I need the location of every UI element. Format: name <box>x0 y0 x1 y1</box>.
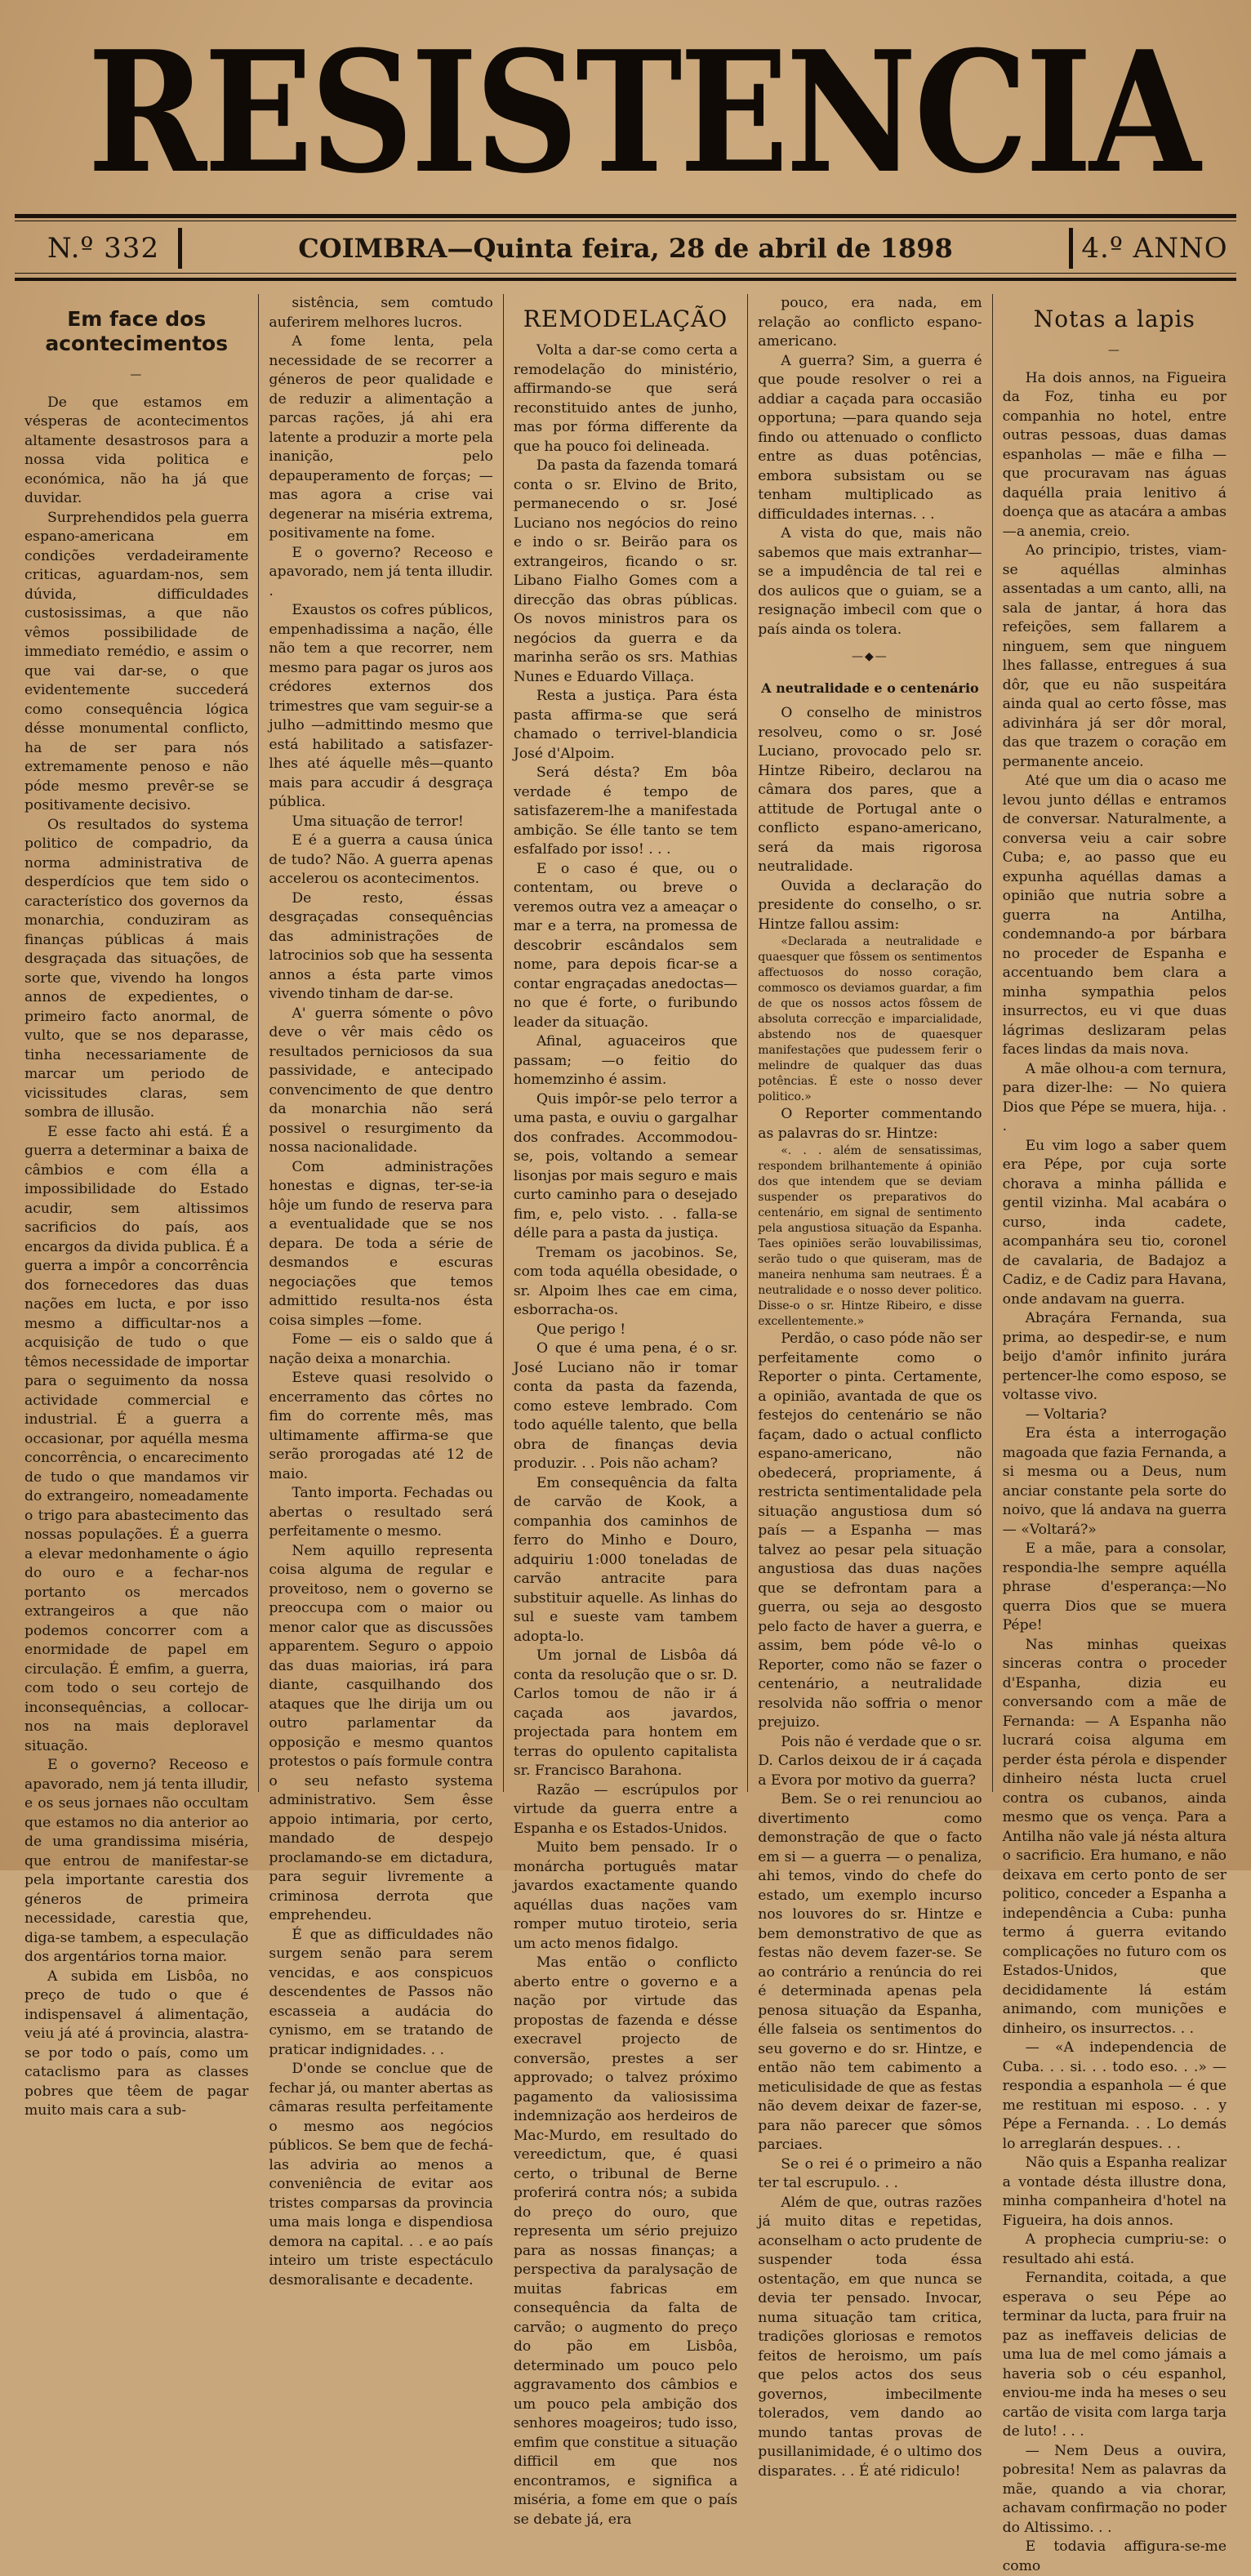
issue-number: N.º 332 <box>15 232 178 265</box>
article-paragraph: Ao principio, tristes, viam-se aquéllas alminhas assentadas a um canto, alli, na sala de jantar, á hora das refeições, sem fallarem a ninguem, sem que ninguem lhes fallasse, entregues á sua dôr, que eu não suspeitára ainda qual ao certo fôsse, mas adivinhára já ser dôr moral, das que trazem o coração em permanente anceio. <box>1003 541 1227 772</box>
article-paragraph: De que estamos em vésperas de acontecimentos altamente desastrosos para a nossa vida politica e económica, não ha já que duvidar. <box>24 394 248 509</box>
article-heading: Em face dos acontecimentos <box>24 307 248 356</box>
article-paragraph: A mãe olhou-a com ternura, para dizer-lhe: — No quiera Dios que Pépe se muera, hija. . . <box>1003 1060 1227 1137</box>
article-paragraph: E esse facto ahi está. É a guerra a determinar a baixa de câmbios e com élla a impossibilidade do Estado acudir, sem altissimos sacrificios do país, aos encargos da divida publica. É a guerra a impôr a concorrência dos fornecedores das duas nações em lucta, e por isso mesmo a difficultar-nos a acquisição de tudo o que têmos necessidade de importar para o seguimento da nossa actividade commercial e industrial. É a guerra a occasionar, por aquélla mesma concorrência, o encarecimento de tudo o que mandamos vir do extrangeiro, nomeadamente o trigo para abastecimento das nossas populações. É a guerra a elevar medonhamente o ágio do ouro e a fechar-nos portanto os mercados extrangeiros a que não podemos concorrer com a enormidade de papel em circulação. É emfim, a guerra, com todo o seu cortejo de inconsequências, a collocar-nos na mais deploravel situação. <box>24 1123 248 1757</box>
column-5 <box>992 294 1236 1792</box>
article-paragraph: Além de que, outras razões já muito ditas e repetidas, aconselham o acto prudente de suspender toda éssa ostentação, em que nunca se devia ter pensado. Invocar, numa situação tam critica, tradições gloriosas e remotos feitos de heroismo, um país que pelos actos dos seus governos, imbecilmente tolerados, vem dando ao mundo tantas provas de pusillanimidade, é o ultimo dos disparates. . . É até ridiculo! <box>758 2194 982 2482</box>
article-paragraph: O que é uma pena, é o sr. José Luciano não ir tomar conta da pasta da fazenda, como esteve lembrado. Com todo aquélle talento, que bella obra de finanças devia produzir. . . Pois não acham? <box>514 1339 737 1474</box>
article-paragraph: Volta a dar-se como certa a remodelação do ministério, affirmando-se que será reconstituido antes de junho, mas por fórma differente da que ha pouco foi delineada. <box>514 341 737 457</box>
article-paragraph: Exaustos os cofres públicos, empenhadissima a nação, élle não tem a que recorrer, nem mesmo para pagar os juros aos crédores externos dos trimestres que vam seguir-se a julho —admittindo mesmo que está habilitado a satisfazer-lhes até áquelle mês—quanto mais para accudir á desgraça pública. <box>269 601 492 813</box>
article-paragraph: D'onde se conclue que de fechar já, ou manter abertas as câmaras resulta perfeitamente o mesmo aos negócios públicos. Se bem que de fechá-las adviria ao menos a conveniência de evitar aos tristes comparsas da provincia uma mais longa e dispendiosa demora na capital. . . e ao país inteiro um triste espectáculo desmoralisante e decadente. <box>269 2060 492 2290</box>
article-paragraph: E o governo? Receoso e apavorado, nem já tenta illudir, e os seus jornaes não occultam que estamos no dia anterior ao de uma grandissima miséria, que entrou de manifestar-se pela importante carestia dos géneros de primeira necessidade, carestia que, diga-se tambem, a especulação dos argentários torna maior. <box>24 1756 248 1968</box>
article-paragraph: Uma situação de terror! <box>269 813 492 832</box>
article-paragraph: Que perigo ! <box>514 1321 737 1340</box>
article-paragraph: Razão — escrúpulos por virtude da guerra entre a Espanha e os Estados-Unidos. <box>514 1781 737 1839</box>
article-paragraph: Surprehendidos pela guerra espano-americana em condições verdadeiramente criticas, aguardam-nos, sem dúvida, difficuldades custosissimas, a que não vêmos possibilidade de immediato remédio, e assim o que vai dar-se, o que evidentemente succederá como consequência lógica désse monumental conflicto, ha de ser para nós extremamente penoso e não póde mesmo prevêr-se se positivamente decisivo. <box>24 509 248 816</box>
article-paragraph: Não quis a Espanha realizar a vontade désta illustre dona, minha companheira d'hotel na Figueira, ha dois annos. <box>1003 2154 1227 2231</box>
year-label: 4.º ANNO <box>1073 232 1236 265</box>
column-2 <box>258 294 502 1792</box>
masthead-rule <box>15 214 1236 218</box>
article-paragraph: sistência, sem comtudo auferirem melhores lucros. <box>269 294 492 332</box>
article-paragraph: Tremam os jacobinos. Se, com toda aquélla obesidade, o sr. Alpoim lhes cae em cima, esborracha-os. <box>514 1244 737 1321</box>
column-4 <box>747 294 991 1792</box>
article-paragraph: — Nem Deus a ouvira, pobresita! Nem as palavras da mãe, quando a via chorar, achavam confirmação no poder do Altissimo. . . <box>1003 2442 1227 2538</box>
article-body <box>24 394 248 2121</box>
article-paragraph: A guerra? Sim, a guerra é que poude resolver o rei a addiar a caçada para occasião opportuna; —para quando seja findo ou attenuado o conflicto entre as duas potências, embora subsistam ou se tenham multiplicado as difficuldades internas. . . <box>758 352 982 525</box>
article-paragraph: Esteve quasi resolvido o encerramento das côrtes no fim do corrente mês, mas ultimamente affirma-se que serão prorogadas até 12 de maio. <box>269 1369 492 1484</box>
article-paragraph: Com administrações honestas e dignas, ter-se-ia hôje um fundo de reserva para a eventualidade que se nos depara. De toda a série de desmandos e escuras negociações que temos admittido resulta-nos ésta coisa simples —fome. <box>269 1158 492 1331</box>
article-body <box>758 704 982 934</box>
article-paragraph: Eu vim logo a saber quem era Pépe, por cuja sorte chorava a minha pállida e gentil vizinha. Mal acabára o curso, inda cadete, acompanhára seu tio, coronel de cavalaria, de Badajoz a Cadiz, e de Cadiz para Havana, onde andavam na guerra. <box>1003 1137 1227 1310</box>
article-paragraph: A vista do que, mais não sabemos que mais extranhar—se a impudência de tal rei e dos aulicos que o guiam, se a resignação imbecil com que o país ainda os tolera. <box>758 524 982 640</box>
columns <box>15 294 1236 1792</box>
article-paragraph: Um jornal de Lisbôa dá conta da resolução que o sr. D. Carlos tomou de não ir á caçada aos javardos, projectada para hontem em terras do opulento capitalista sr. Francisco Barahona. <box>514 1647 737 1781</box>
article-body <box>758 1330 982 2481</box>
article-paragraph: Ha dois annos, na Figueira da Foz, tinha eu por companhia no hotel, entre outras pessoas, duas damas espanholas — mãe e filha — que procuravam nas águas daquélla praia lenitivo á doença que as atacára a ambas—a anemia, creio. <box>1003 369 1227 542</box>
article-paragraph: Afinal, aguaceiros que passam; —o feitio do homemzinho é assim. <box>514 1032 737 1090</box>
article-body <box>514 341 737 2529</box>
article-paragraph: De resto, éssas desgraçadas consequências das administrações de latrocinios sob que ha sessenta annos a ésta parte vimos vivendo tinham de dar-se. <box>269 889 492 1005</box>
article-paragraph: O Reporter commentando as palavras do sr. Hintze: <box>758 1105 982 1143</box>
article-paragraph: A prophecia cumpriu-se: o resultado ahi está. <box>1003 2231 1227 2269</box>
article-paragraph: É que as difficuldades não surgem senão para serem vencidas, e aos conspicuos descendentes de Passos não escasseia a audácia do cynismo, em se tratando de praticar indignidades. . . <box>269 1926 492 2061</box>
article-paragraph: Mas então o conflicto aberto entre o governo e a nação por virtude das propostas de fazenda e désse execravel projecto de conversão, prestes a ser approvado; o talvez próximo pagamento da valiosissima indemnização aos herdeiros de Mac-Murdo, em resultado do vereedictum, que, é quasi certo, o tribunal de Berne proferirá contra nós; a subida do preço do ouro, que representa um sério prejuizo para as nossas finanças; a perspectiva da paralysação de muitas fabricas em consequência da falta de carvão; o augmento do preço do pão em Lisbôa, determinado um pouco pelo aggravamento dos câmbios e um pouco pela ambição dos senhores moageiros; tudo isso, emfim que constitue a situação difficil em que nos encontramos, e significa a miséria, a fome em que o país se debate já, era <box>514 1954 737 2529</box>
ornament: — <box>1003 341 1227 361</box>
ornament: — <box>24 366 248 386</box>
article-paragraph: Quis impôr-se pelo terror a uma pasta, e ouviu o gargalhar dos confrades. Accommodou-se, pois, voltando a semear lisonjas por mais seguro e mais curto caminho para o desejado fim, e, pelo visto. . . falla-se délle para a pasta da justiça. <box>514 1090 737 1244</box>
ornament: —◆— <box>758 648 982 667</box>
article-heading: Notas a lapis <box>1003 307 1227 332</box>
newspaper-title: RESISTENCIA <box>87 23 1164 203</box>
article-paragraph: O conselho de ministros resolveu, como o sr. José Luciano, provocado pelo sr. Hintze Ribeiro, declarou na câmara dos pares, que a attitude de Portugal ante o conflicto espano-americano, será da mais rigorosa neutralidade. <box>758 704 982 877</box>
article-paragraph: Bem. Se o rei renunciou ao divertimento como demonstração de que o facto em si — a guerra — o penaliza, ahi temos, vindo do chefe do estado, um exemplo incurso nos louvores do sr. Hintze e bem demonstrativo de que as festas não devem fazer-se. Se ao contrário a renúncia do rei é determinada apenas pela penosa situação da Espanha, élle falseia os sentimentos do seu governo e do sr. Hintze, e então não tem cabimento a meticulisidade de que as festas não devem deixar de fazer-se, para não parecer que sômos parciaes. <box>758 1790 982 2155</box>
article-paragraph: Será désta? Em bôa verdade é tempo de satisfazerem-lhe a manifestada ambição. Se élle tanto se tem esfalfado por isso! . . . <box>514 764 737 860</box>
dateline-bar <box>15 224 1236 273</box>
article-paragraph: Até que um dia o acaso me levou junto déllas e entramos de conversar. Naturalmente, a conversa veiu a cair sobre Cuba; e, ao passo que eu expunha aquéllas damas a opinião que nutria sobre a guerra na Antilha, condemnando-a por bárbara no proceder de Espanha e accentuando bem clara a minha sympathia pelos insurrectos, eu vi que duas lágrimas deslizaram pelas faces lindas da mais nova. <box>1003 772 1227 1060</box>
article-paragraph: Fernandita, coitada, a que esperava o seu Pépe ao terminar da lucta, para fruir na paz as ineffaveis delicias de uma lua de mel como jámais a haveria sob o céu espanhol, enviou-me inda ha meses o seu cartão de visita com larga tarja de luto! . . . <box>1003 2269 1227 2442</box>
article-paragraph: A subida em Lisbôa, no preço de tudo o que é indispensavel á alimentação, veiu já até á provincia, alastra-se por todo o país, como um cataclismo para as classes pobres que têem de pagar muito mais cara a sub- <box>24 1968 248 2121</box>
article-paragraph: E a mãe, para a consolar, respondia-lhe sempre aquélla phrase d'esperança:—No querra Dios que se muera Pépe! <box>1003 1540 1227 1636</box>
article-paragraph: E é a guerra a causa única de tudo? Não. A guerra apenas accelerou os acontecimentos. <box>269 831 492 889</box>
article-paragraph: Em consequência da falta de carvão de Kook, a companhia dos caminhos de ferro do Minho e Douro, adquiriu 1:000 toneladas de carvão antracite para substituir aquelle. As linhas do sul e sueste vam tambem adopta-lo. <box>514 1474 737 1647</box>
article-heading: REMODELAÇÃO <box>514 307 737 332</box>
article-paragraph: — «A independencia de Cuba. . . si. . . todo eso. . .» — respondia a espanhola — é que me restituan mi esposo. . . y Pépe a Fernanda. . . Lo demás lo arreglarán despues. . . <box>1003 2039 1227 2154</box>
article-paragraph: Abraçára Fernanda, sua prima, ao despedir-se, e num beijo d'amôr infinito jurára pertencer-lhe como esposo, se voltasse vivo. <box>1003 1309 1227 1406</box>
article-paragraph: Da pasta da fazenda tomará conta o sr. Elvino de Brito, permanecendo o sr. José Luciano nos negócios do reino e indo o sr. Beirão para os extrangeiros, ficando o sr. Libano Fialho Gomes com a direcção das obras públicas. Os novos ministros para os negócios da guerra e da marinha serão os srs. Mathias Nunes e Eduardo Villaça. <box>514 457 737 687</box>
column-3 <box>503 294 747 1792</box>
article-paragraph: Fome — eis o saldo que á nação deixa a monarchia. <box>269 1330 492 1369</box>
article-paragraph: E o governo? Receoso e apavorado, nem já tenta illudir. . <box>269 544 492 602</box>
article-paragraph: Os resultados do systema politico de compadrio, da norma administrativa de desperdícios que tem sido o característico dos governos da monarchia, conduziram as finanças públicas á mais desgraçada das situações, de sorte que, vivendo ha longos annos de expedientes, o primeiro facto anormal, de vulto, que se nos deparasse, tinha necessariamente de marcar um periodo de vicissitudes claras, sem sombra de illusão. <box>24 816 248 1123</box>
article-paragraph: — Voltaria? <box>1003 1406 1227 1425</box>
article-paragraph: Se o rei é o primeiro a não ter tal escrupulo. . . <box>758 2155 982 2194</box>
dateline-rule <box>15 278 1236 281</box>
article-paragraph: Tanto importa. Fechadas ou abertas o resultado será perfeitamente o mesmo. <box>269 1484 492 1542</box>
article-paragraph: E todavia affigura-se-me como <box>1003 2538 1227 2576</box>
dateline-rule <box>15 273 1236 274</box>
article-paragraph: Ouvida a declaração do presidente do conselho, o sr. Hintze fallou assim: <box>758 877 982 935</box>
column-1 <box>15 294 258 1792</box>
quote-block: «. . . além de sensatissimas, respondem brilhantemente á opinião dos que intendem que se deviam suspender os preparativos do centenário, em signal de sentimento pela angustiosa situação da Espanha. Taes opiniões serão louvabilissimas, serão tudo o que quiseram, mas de maneira nenhuma sam neutraes. É a neutralidade e o nosso dever politico. Disse-o o sr. Hintze Ribeiro, e disse excellentemente.» <box>758 1143 982 1330</box>
article-paragraph: E o caso é que, ou o contentam, ou breve o veremos outra vez a ameaçar o mar e a terra, na promessa de descobrir escândalos sem nome, para depois ficar-se a contar engraçadas anedoctas—no que é forte, o furibundo leader da situação. <box>514 860 737 1033</box>
dateline: COIMBRA—Quinta feira, 28 de abril de 1898 <box>182 233 1069 264</box>
article-paragraph: A' guerra sómente o pôvo deve o vêr mais cêdo os resultados perniciosos da sua passividade, e antecipado convencimento de que dentro da monarchia não será possivel o resurgimento da nossa nacionalidade. <box>269 1005 492 1158</box>
article-paragraph: Nem aquillo representa coisa alguma de regular e proveitoso, nem o governo se preoccupa com o maior ou menor calor que as discussões apparentem. Seguro o appoio das duas maiorias, irá para diante, casquilhando dos ataques que lhe dirija um ou outro parlamentar da opposição e mesmo quantos protestos o país formule contra o seu nefasto systema administrativo. Sem êsse appoio intimaria, por certo, mandado de despejo proclamando-se em dictadura, para seguir livremente a criminosa derrota que emprehendeu. <box>269 1542 492 1926</box>
article-paragraph: Perdão, o caso póde não ser perfeitamente como o Reporter o pinta. Certamente, a opinião, avantada de que os festejos do centenário se não façam, dado o actual conflicto espano-americano, não obedecerá, propriamente, á restricta sentimentalidade pela situação angustiosa dum só país — a Espanha — mas talvez ao pesar pela situação angustiosa das duas nações que se defrontam para a guerra, ou seja ao desgosto pelo facto de haver a guerra, e assim, bem póde vê-lo o Reporter, como não se fazer o centenário, a neutralidade resolvida não soffria o menor prejuizo. <box>758 1330 982 1733</box>
article-paragraph: pouco, era nada, em relação ao conflicto espano-americano. <box>758 294 982 352</box>
article-paragraph: Nas minhas queixas sinceras contra o proceder d'Espanha, dizia eu conversando com a mãe de Fernanda: — A Espanha não lucrará coisa alguma em perder ésta pérola e dispender dinheiro nésta lucta cruel contra os cubanos, ainda mesmo que os vença. Para a Antilha não vale já nésta altura o sacrificio. Era humano, e não deixava em certo ponto de ser politico, conceder a Espanha a independência a Cuba: punha termo á guerra evitando complicações no futuro com os Estados-Unidos, que decididamente lá estám animando, com munições e dinheiro, os insurrectos. . . <box>1003 1636 1227 2039</box>
article-body <box>758 294 982 640</box>
quote-block: «Declarada a neutralidade e quaesquer que fôssem os sentimentos affectuosos do nosso coração, commosco os deviamos guardar, a fim de que os nossos actos fôssem de absoluta correcção e imparcialidade, abstendo nos de quaesquer manifestações que pudessem ferir o melindre de qualquer das duas potências. É este o nosso dever politico.» <box>758 934 982 1105</box>
article-paragraph: Pois não é verdade que o sr. D. Carlos deixou de ir á caçada a Evora por motivo da guerra? <box>758 1733 982 1791</box>
article-body <box>269 294 492 2290</box>
masthead <box>0 23 1251 203</box>
article-paragraph: Resta a justiça. Para ésta pasta affirma-se que será chamado o terrivel-blandicia José d'Alpoim. <box>514 687 737 764</box>
article-subheading: A neutralidade e o centenário <box>758 679 982 698</box>
article-paragraph: Muito bem pensado. Ir o monárcha português matar javardos exactamente quando aquéllas duas nações vam romper mutuo tiroteio, seria um acto menos fidalgo. <box>514 1838 737 1954</box>
article-paragraph: Era ésta a interrogação magoada que fazia Fernanda, a si mesma ou a Deus, num anciar constante pela sorte do noivo, que lá andava na guerra — «Voltará?» <box>1003 1424 1227 1540</box>
article-body <box>1003 369 1227 2576</box>
article-paragraph: A fome lenta, pela necessidade de se recorrer a géneros de peor qualidade e de reduzir a alimentação a parcas rações, já ahi era latente a produzir a morte pela inanição, pelo depauperamento de forças; —mas agora a crise vai degenerar na miséria extrema, positivamente na fome. <box>269 332 492 544</box>
